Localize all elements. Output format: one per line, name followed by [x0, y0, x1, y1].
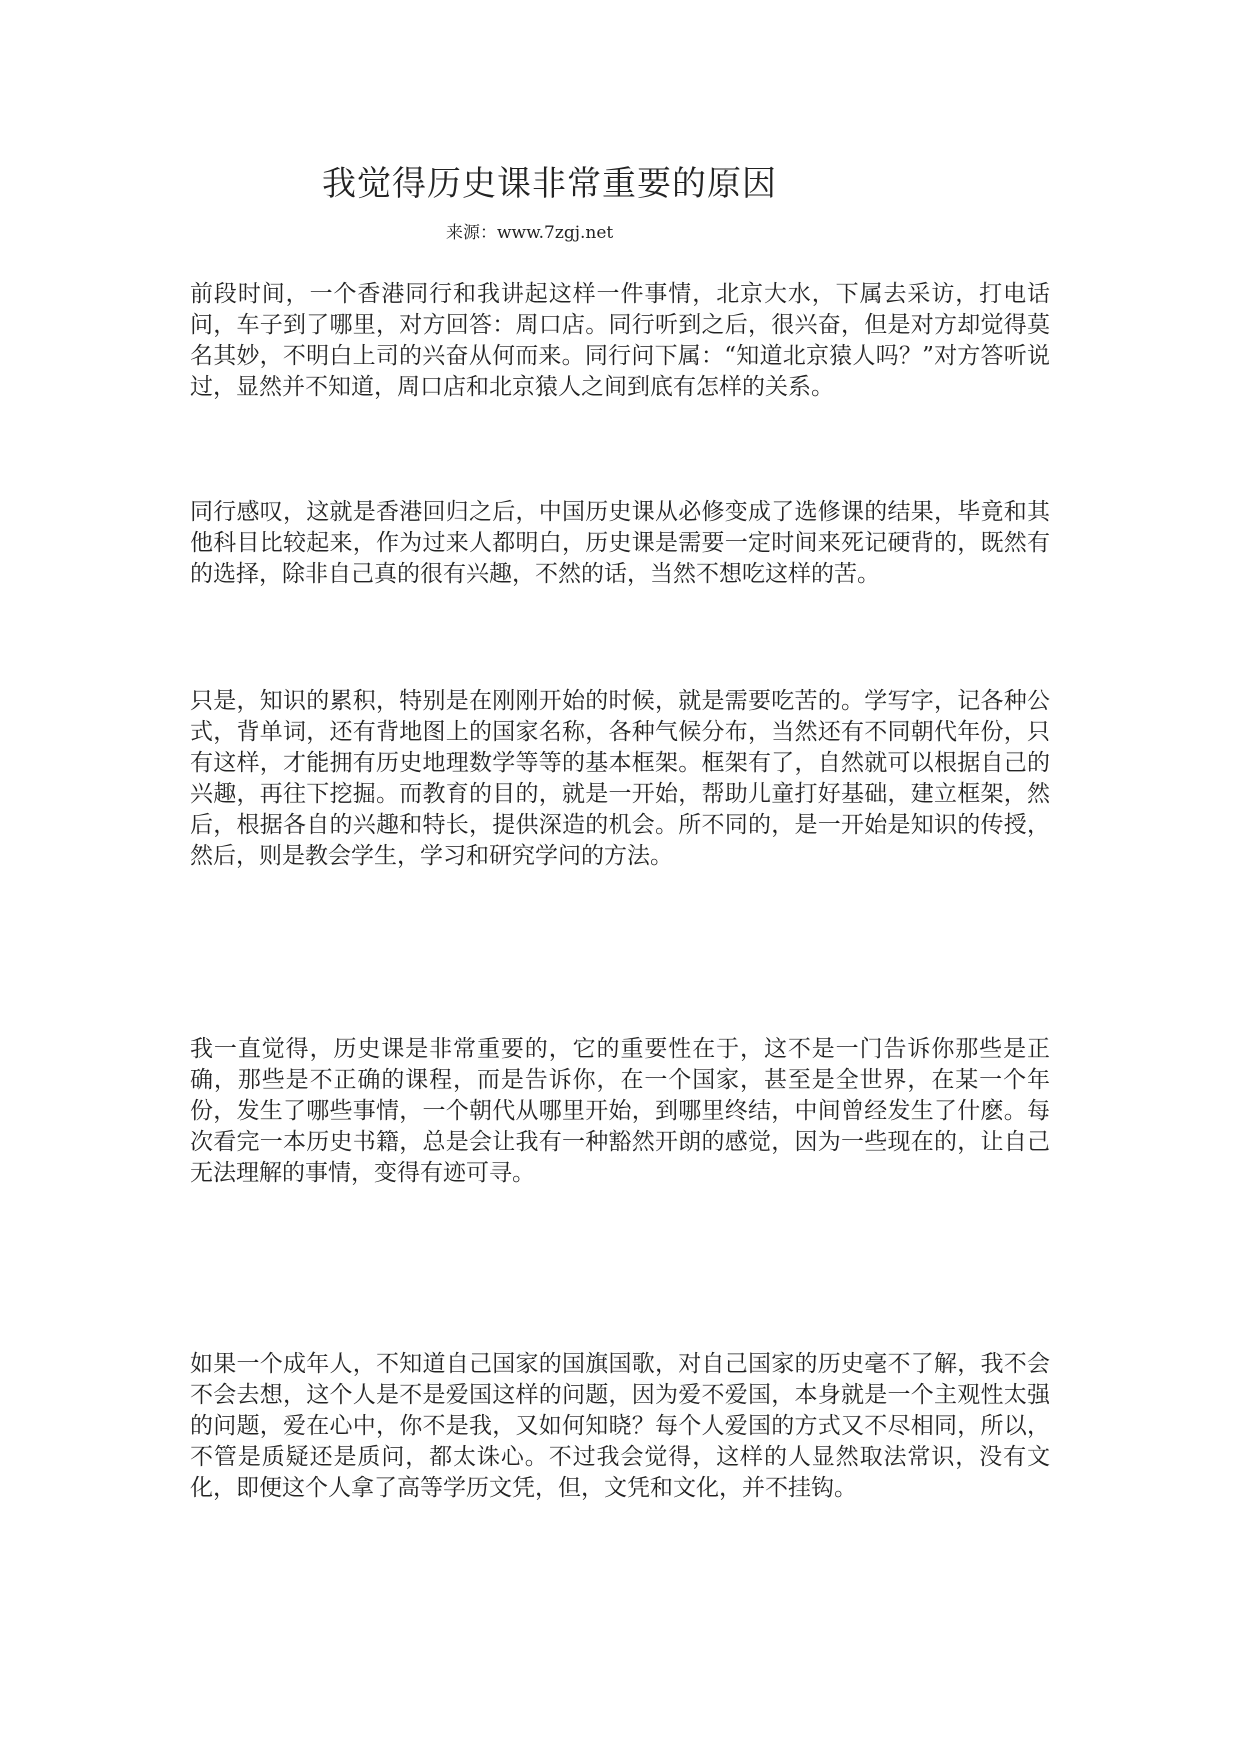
paragraph-3: 只是，知识的累积，特别是在刚刚开始的时候，就是需要吃苦的。学写字，记各种公式，背单词，还有背地图上的国家名称，各种气候分布，当然还有不同朝代年份，只有这样，才能拥有历史地理数学等等的基本框架。框架有了，自然就可以根据自己的兴趣，再往下挖掘。而教育的目的，就是一开始，帮助儿童打好基础，建立框架，然后，根据各自的兴趣和特长，提供深造的机会。所不同的，是一开始是知识的传授，然后，则是教会学生，学习和研究学问的方法。 — [190, 688, 1050, 869]
paragraph-4: 我一直觉得，历史课是非常重要的，它的重要性在于，这不是一门告诉你那些是正确，那些是不正确的课程，而是告诉你，在一个国家，甚至是全世界，在某一个年份，发生了哪些事情，一个朝代从哪里开始，到哪里终结，中间曾经发生了什麽。每次看完一本历史书籍，总是会让我有一种豁然开朗的感觉，因为一些现在的，让自己无法理解的事情，变得有迹可寻。 — [190, 1036, 1050, 1186]
paragraph-2: 同行感叹，这就是香港回归之后，中国历史课从必修变成了选修课的结果，毕竟和其他科目比较起来，作为过来人都明白，历史课是需要一定时间来死记硬背的，既然有的选择，除非自己真的很有兴趣，不然的话，当然不想吃这样的苦。 — [190, 499, 1050, 587]
paragraph-5: 如果一个成年人，不知道自己国家的国旗国歌，对自己国家的历史毫不了解，我不会不会去想，这个人是不是爱国这样的问题，因为爱不爱国，本身就是一个主观性太强的问题，爱在心中，你不是我，又如何知晓？每个人爱国的方式又不尽相同，所以，不管是质疑还是质问，都太诛心。不过我会觉得，这样的人显然取法常识，没有文化，即便这个人拿了高等学历文凭，但，文凭和文化，并不挂钩。 — [190, 1351, 1050, 1501]
paragraph-1: 前段时间，一个香港同行和我讲起这样一件事情，北京大水，下属去采访，打电话问，车子到了哪里，对方回答：周口店。同行听到之后，很兴奋，但是对方却觉得莫名其妙，不明白上司的兴奋从何而来。同行问下属：“知道北京猿人吗？”对方答听说过，显然并不知道，周口店和北京猿人之间到底有怎样的关系。 — [190, 281, 1050, 400]
document-title: 我觉得历史课非常重要的原因 — [322, 164, 777, 204]
source-line: 来源：www.7zgj.net — [446, 223, 614, 243]
